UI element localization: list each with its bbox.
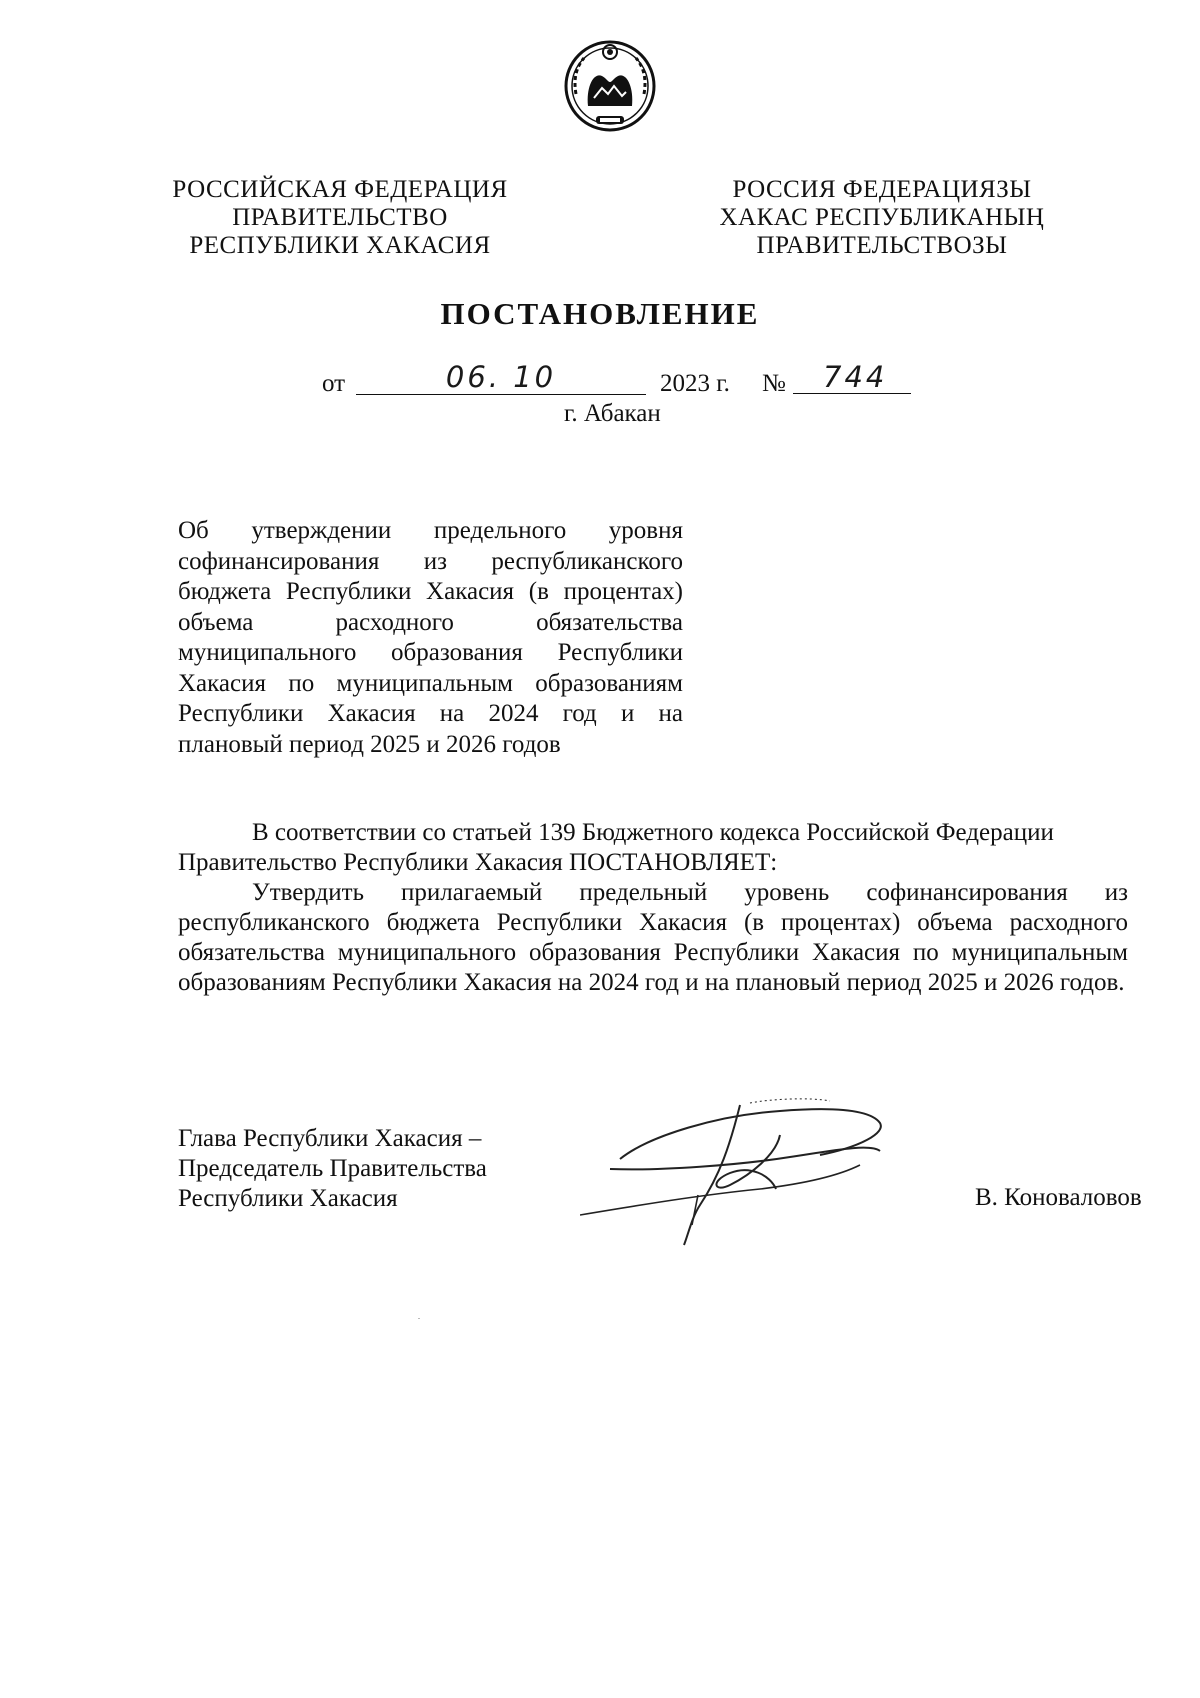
- body-paragraph-1-continuation: Правительство Республики Хакасия ПОСТАНОВЛЯЕТ:: [178, 849, 778, 876]
- position-line-3: Республики Хакасия: [178, 1185, 398, 1212]
- body-paragraph-2: Утвердить прилагаемый предельный уровень софинансирования из республиканского бюджета Республики Хакасия (в процентах) объема расходного обязательства муниципального образования Республики Хакасия по муниципальным образованиям Республики Хакасия на 2024 год и на плановый период 2025 и 2026 годов.: [178, 879, 1128, 996]
- signatory-position: [178, 1124, 487, 1214]
- year-suffix: 2023 г.: [660, 370, 730, 397]
- handwritten-signature: [580, 1085, 940, 1255]
- subject-line-3: бюджета Республики Хакасия (в процентах): [178, 578, 683, 605]
- header-left-line-1: РОССИЙСКАЯ ФЕДЕРАЦИЯ: [172, 176, 508, 203]
- header-right-line-3: ПРАВИТЕЛЬСТВОЗЫ: [756, 232, 1008, 259]
- signer-name: В. Коноваловов: [975, 1184, 1142, 1211]
- handwritten-number: 744: [823, 360, 888, 394]
- header-left-line-2: ПРАВИТЕЛЬСТВО: [232, 204, 448, 231]
- decree-body: [178, 818, 1128, 998]
- number-field: [793, 360, 911, 394]
- subject-line-2: софинансирования из республиканского: [178, 547, 683, 575]
- position-line-2: Председатель Правительства: [178, 1155, 487, 1182]
- body-paragraph-1: В соответствии со статьей 139 Бюджетного кодекса Российской Федерации: [252, 819, 1054, 846]
- handwritten-date: 06. 10: [445, 360, 557, 394]
- scan-speck: [418, 1318, 420, 1319]
- coat-of-arms-emblem: [562, 36, 658, 138]
- position-line-1: Глава Республики Хакасия –: [178, 1125, 482, 1152]
- subject-line-5: муниципального образования Республики: [178, 639, 683, 666]
- city-name: г. Абакан: [564, 400, 661, 427]
- document-title: ПОСТАНОВЛЕНИЕ: [440, 296, 760, 331]
- subject-line-8: плановый период 2025 и 2026 годов: [178, 730, 561, 758]
- date-prefix: от: [322, 370, 346, 397]
- date-field: [356, 360, 646, 395]
- subject-line-7: Республики Хакасия на 2024 год и на: [178, 700, 683, 727]
- header-left-line-3: РЕСПУБЛИКИ ХАКАСИЯ: [189, 232, 491, 259]
- subject-line-6: Хакасия по муниципальным образованиям: [178, 669, 683, 697]
- date-number-line: [0, 360, 1200, 404]
- decree-subject: [178, 516, 683, 760]
- header-right-line-2: ХАКАС РЕСПУБЛИКАНЫҢ: [719, 204, 1045, 231]
- subject-line-4: объема расходного обязательства: [178, 608, 683, 636]
- number-label: №: [762, 370, 786, 397]
- header-right-line-1: РОССИЯ ФЕДЕРАЦИЯЗЫ: [732, 176, 1032, 203]
- subject-line-1: Об утверждении предельного уровня: [178, 517, 683, 544]
- header-khakas: [712, 176, 1052, 260]
- header-russian: [170, 176, 510, 260]
